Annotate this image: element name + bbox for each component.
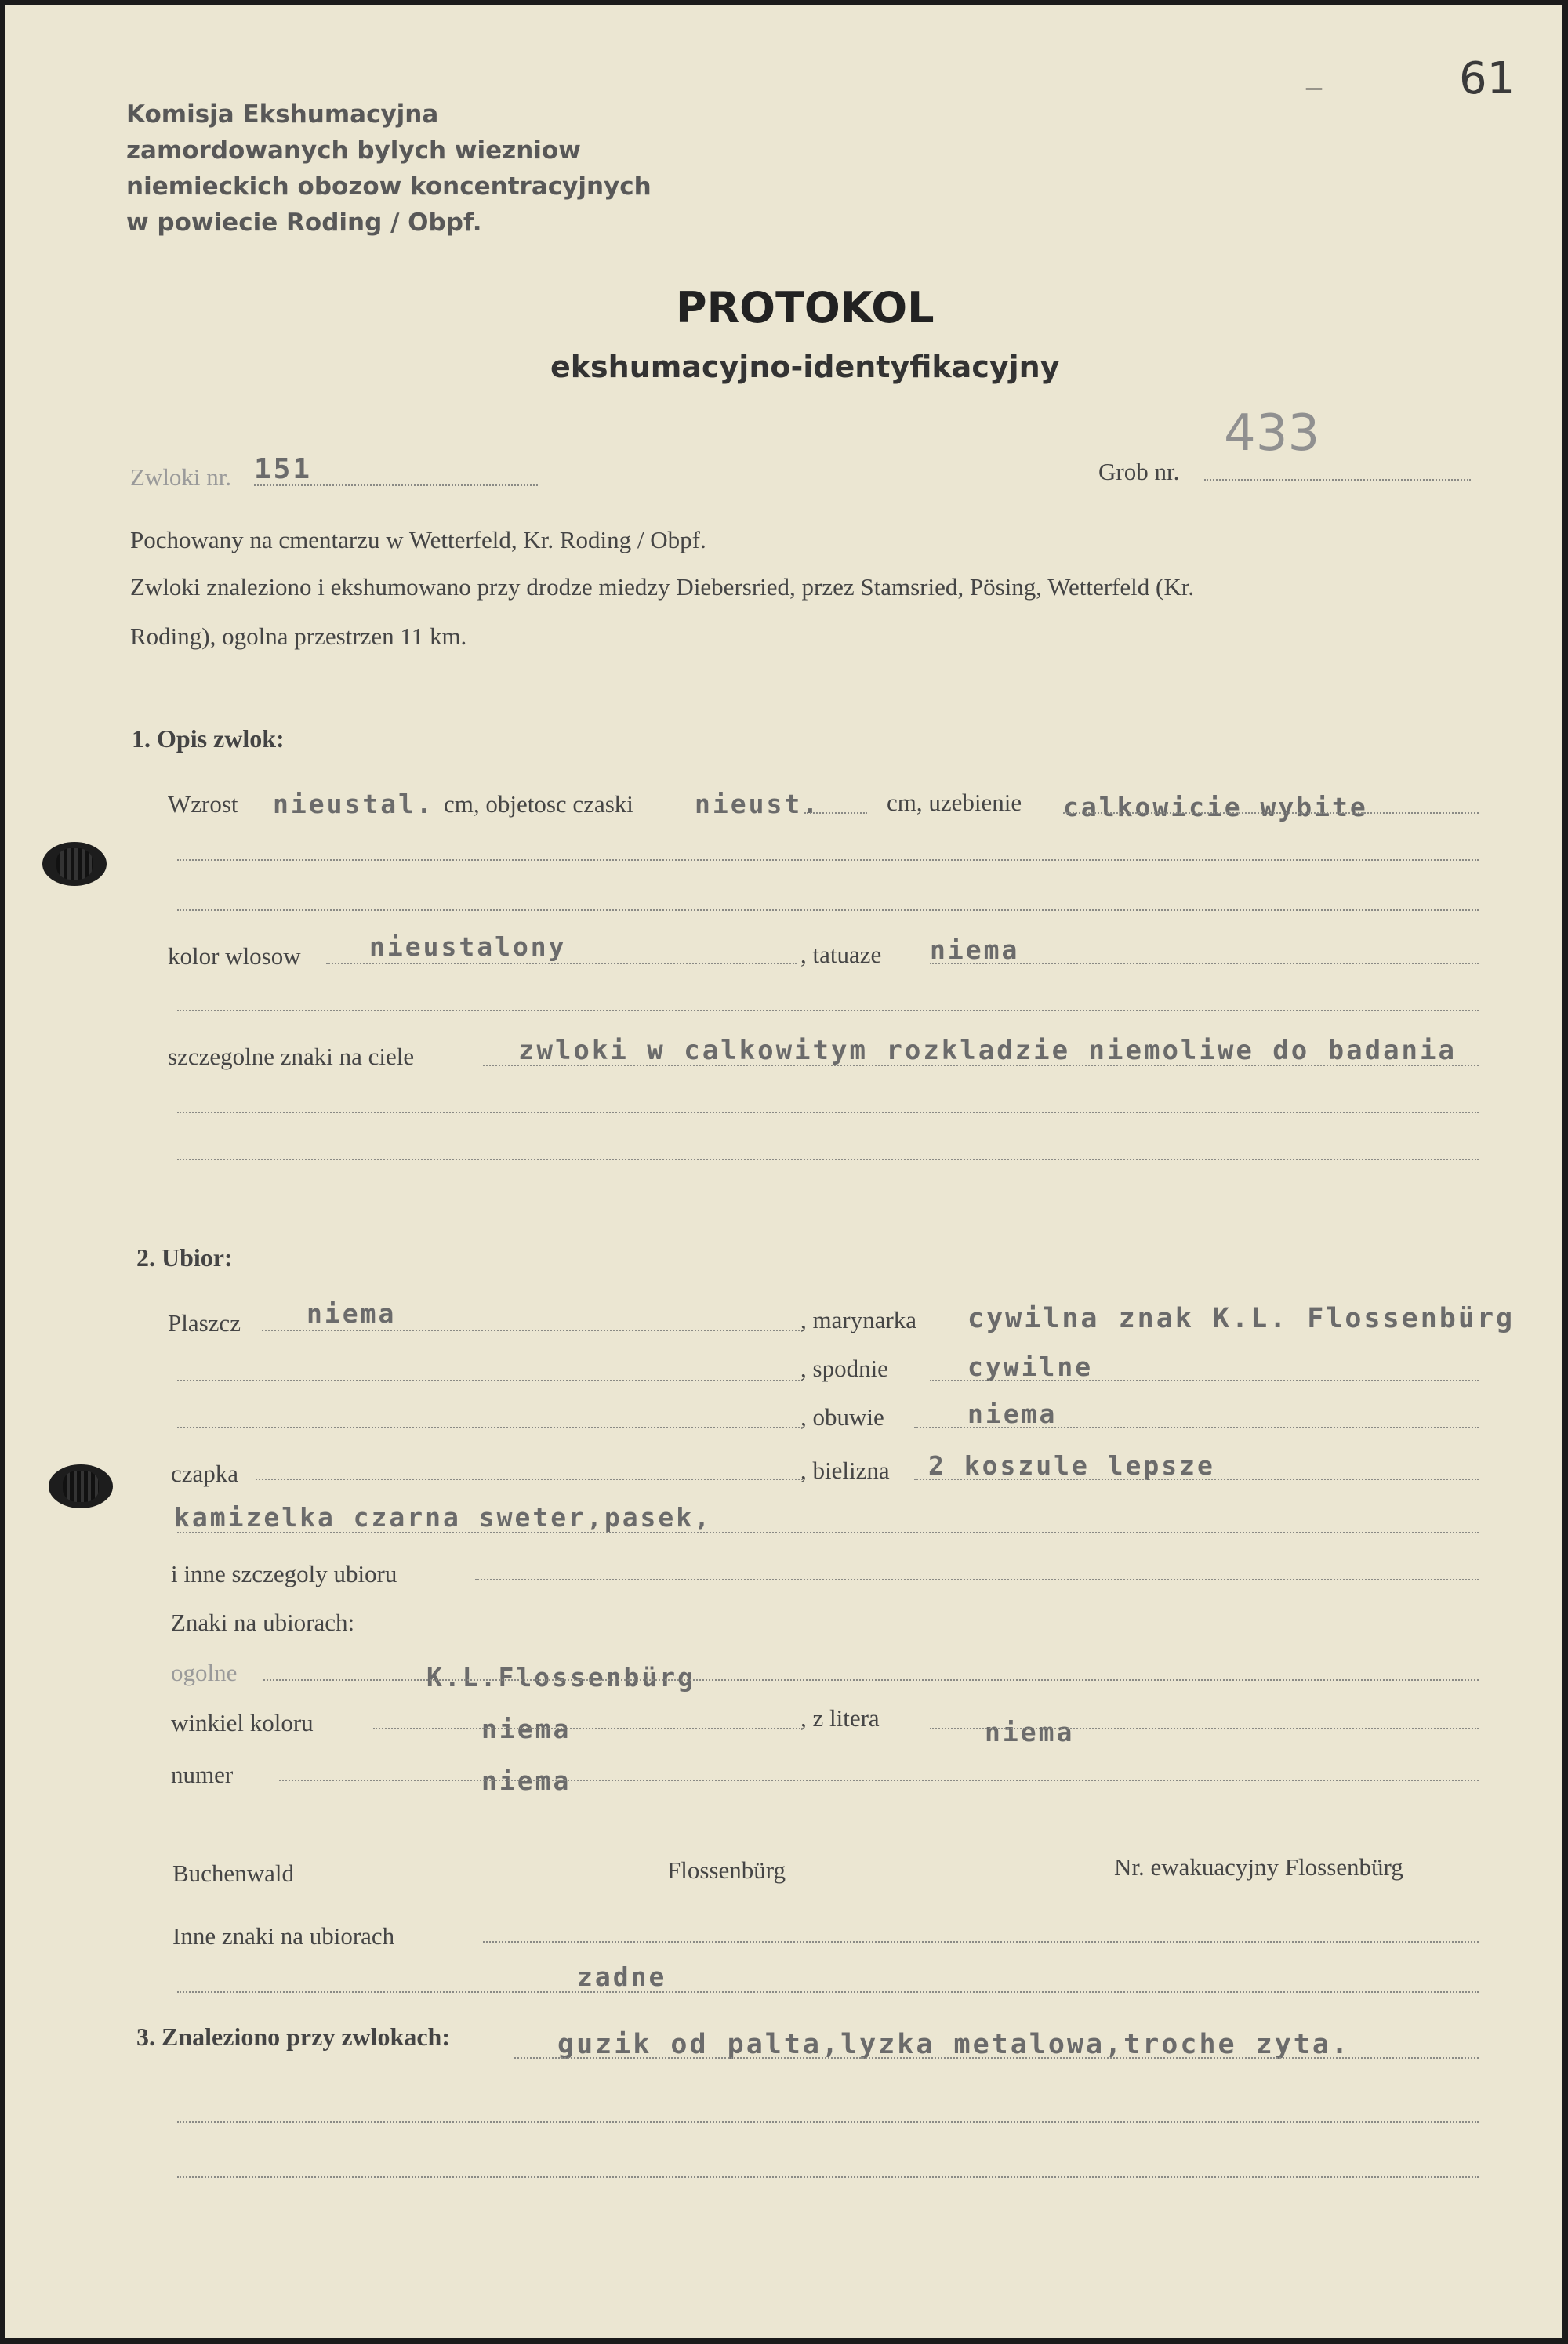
inne-znaki-label: Inne znaki na ubiorach: [172, 1922, 395, 1950]
uzebienie-line: [1063, 812, 1479, 814]
burial-line-2: Zwloki znaleziono i ekshumowano przy drodze miedzy Diebersried, przez Stamsried, Pösing, Wetterfeld (Kr.: [130, 573, 1195, 601]
uzebienie-value: calkowicie wybite: [1063, 792, 1368, 822]
blank-line: [177, 1991, 1479, 1993]
plaszcz-line: [262, 1330, 803, 1331]
blank-line: [177, 1112, 1479, 1113]
blank-line: [177, 909, 1479, 911]
czapka-label: czapka: [171, 1460, 239, 1487]
inne-znaki-value: zadne: [577, 1961, 667, 1992]
spodnie-value: cywilne: [967, 1352, 1094, 1382]
buchenwald-label: Buchenwald: [172, 1860, 294, 1887]
litera-value: niema: [985, 1717, 1075, 1747]
blank-line: [177, 859, 1479, 861]
czaszka-label: cm, objetosc czaski: [444, 790, 633, 818]
zwloki-line: [254, 484, 538, 486]
obuwie-label: , obuwie: [800, 1403, 884, 1431]
litera-label: , z litera: [800, 1704, 880, 1732]
tattoo-label: , tatuaze: [800, 941, 882, 968]
marynarka-value: cywilna znak K.L. Flossenbürg: [967, 1303, 1515, 1334]
inne-znaki-line: [483, 1941, 1479, 1943]
marks-label: szczegolne znaki na ciele: [168, 1043, 415, 1070]
punch-hole: [42, 842, 107, 886]
obuwie-line: [914, 1427, 1479, 1428]
issuer-line-4: w powiecie Roding / Obpf.: [126, 209, 482, 237]
blank-line: [177, 1380, 803, 1381]
blank-line: [177, 2121, 1479, 2123]
document-page: [5, 5, 1562, 2338]
blank-line: [177, 1427, 803, 1428]
wzrost-label: Wzrost: [168, 790, 238, 818]
corner-mark: –: [1306, 68, 1322, 103]
grob-line: [1204, 479, 1471, 481]
ewakuacyjny-label: Nr. ewakuacyjny Flossenbürg: [1114, 1853, 1403, 1881]
tattoo-value: niema: [930, 934, 1020, 965]
plaszcz-label: Plaszcz: [168, 1309, 241, 1337]
ogolne-value: K.L.Flossenbürg: [426, 1662, 696, 1693]
uzebienie-label: cm, uzebienie: [887, 789, 1022, 816]
spodnie-line: [930, 1380, 1479, 1381]
winkiel-value: niema: [481, 1714, 572, 1744]
burial-line-3: Roding), ogolna przestrzen 11 km.: [130, 622, 467, 650]
spodnie-label: , spodnie: [800, 1355, 888, 1382]
inne-szczegoly-line: [475, 1579, 1479, 1580]
grob-label: Grob nr.: [1098, 458, 1180, 485]
inne-szczegoly-label: i inne szczegoly ubioru: [171, 1560, 397, 1587]
document-title: PROTOKOL: [676, 283, 935, 332]
page-number: 61: [1459, 53, 1515, 104]
hair-value: nieustalony: [369, 931, 567, 962]
zwloki-label: Zwloki nr.: [130, 463, 232, 491]
numer-line: [279, 1780, 1479, 1781]
plaszcz-value: niema: [307, 1298, 397, 1329]
ogolne-label: ogolne: [171, 1659, 238, 1686]
extra-clothing-value: kamizelka czarna sweter,pasek,: [174, 1502, 713, 1533]
marynarka-label: , marynarka: [800, 1306, 917, 1333]
blank-line: [177, 1010, 1479, 1011]
blank-line: [177, 1532, 1479, 1533]
marks-value: zwloki w calkowitym rozkladzie niemoliwe do badania: [518, 1035, 1457, 1066]
punch-hole: [49, 1464, 113, 1508]
czaszka-line: [804, 812, 867, 814]
zwloki-value: 151: [254, 453, 313, 485]
winkiel-line: [373, 1728, 803, 1729]
numer-value: niema: [481, 1765, 572, 1796]
tattoo-line: [930, 963, 1479, 964]
znaki-heading: Znaki na ubiorach:: [171, 1609, 355, 1636]
grob-value: 433: [1224, 405, 1320, 463]
issuer-line-1: Komisja Ekshumacyjna: [126, 100, 439, 129]
numer-label: numer: [171, 1761, 234, 1788]
bielizna-value: 2 koszule lepsze: [928, 1450, 1215, 1481]
section-3-heading: 3. Znaleziono przy zwlokach:: [136, 2023, 450, 2051]
hair-line: [326, 963, 797, 964]
bielizna-line: [914, 1479, 1479, 1480]
ogolne-line: [263, 1679, 1479, 1681]
found-items-value: guzik od palta,lyzka metalowa,troche zyta.: [557, 2029, 1351, 2060]
issuer-line-3: niemieckich obozow koncentracyjnych: [126, 172, 652, 201]
bielizna-label: , bielizna: [800, 1457, 890, 1484]
czapka-line: [256, 1479, 803, 1480]
hair-label: kolor wlosow: [168, 942, 301, 970]
blank-line: [177, 2176, 1479, 2178]
blank-line: [177, 1159, 1479, 1160]
section-2-heading: 2. Ubior:: [136, 1243, 233, 1272]
winkiel-label: winkiel koloru: [171, 1709, 314, 1736]
section-1-heading: 1. Opis zwlok:: [132, 724, 285, 753]
czaszka-value: nieust.: [695, 789, 821, 819]
found-items-line: [514, 2057, 1479, 2059]
flossenburg-label: Flossenbürg: [667, 1856, 786, 1884]
litera-line: [930, 1728, 1479, 1729]
burial-line-1: Pochowany na cmentarzu w Wetterfeld, Kr. Roding / Obpf.: [130, 526, 706, 553]
document-subtitle: ekshumacyjno-identyfikacyjny: [550, 350, 1060, 384]
issuer-line-2: zamordowanych bylych wiezniow: [126, 136, 581, 165]
marks-line: [483, 1065, 1479, 1066]
wzrost-value: nieustal.: [273, 789, 434, 819]
obuwie-value: niema: [967, 1399, 1058, 1429]
